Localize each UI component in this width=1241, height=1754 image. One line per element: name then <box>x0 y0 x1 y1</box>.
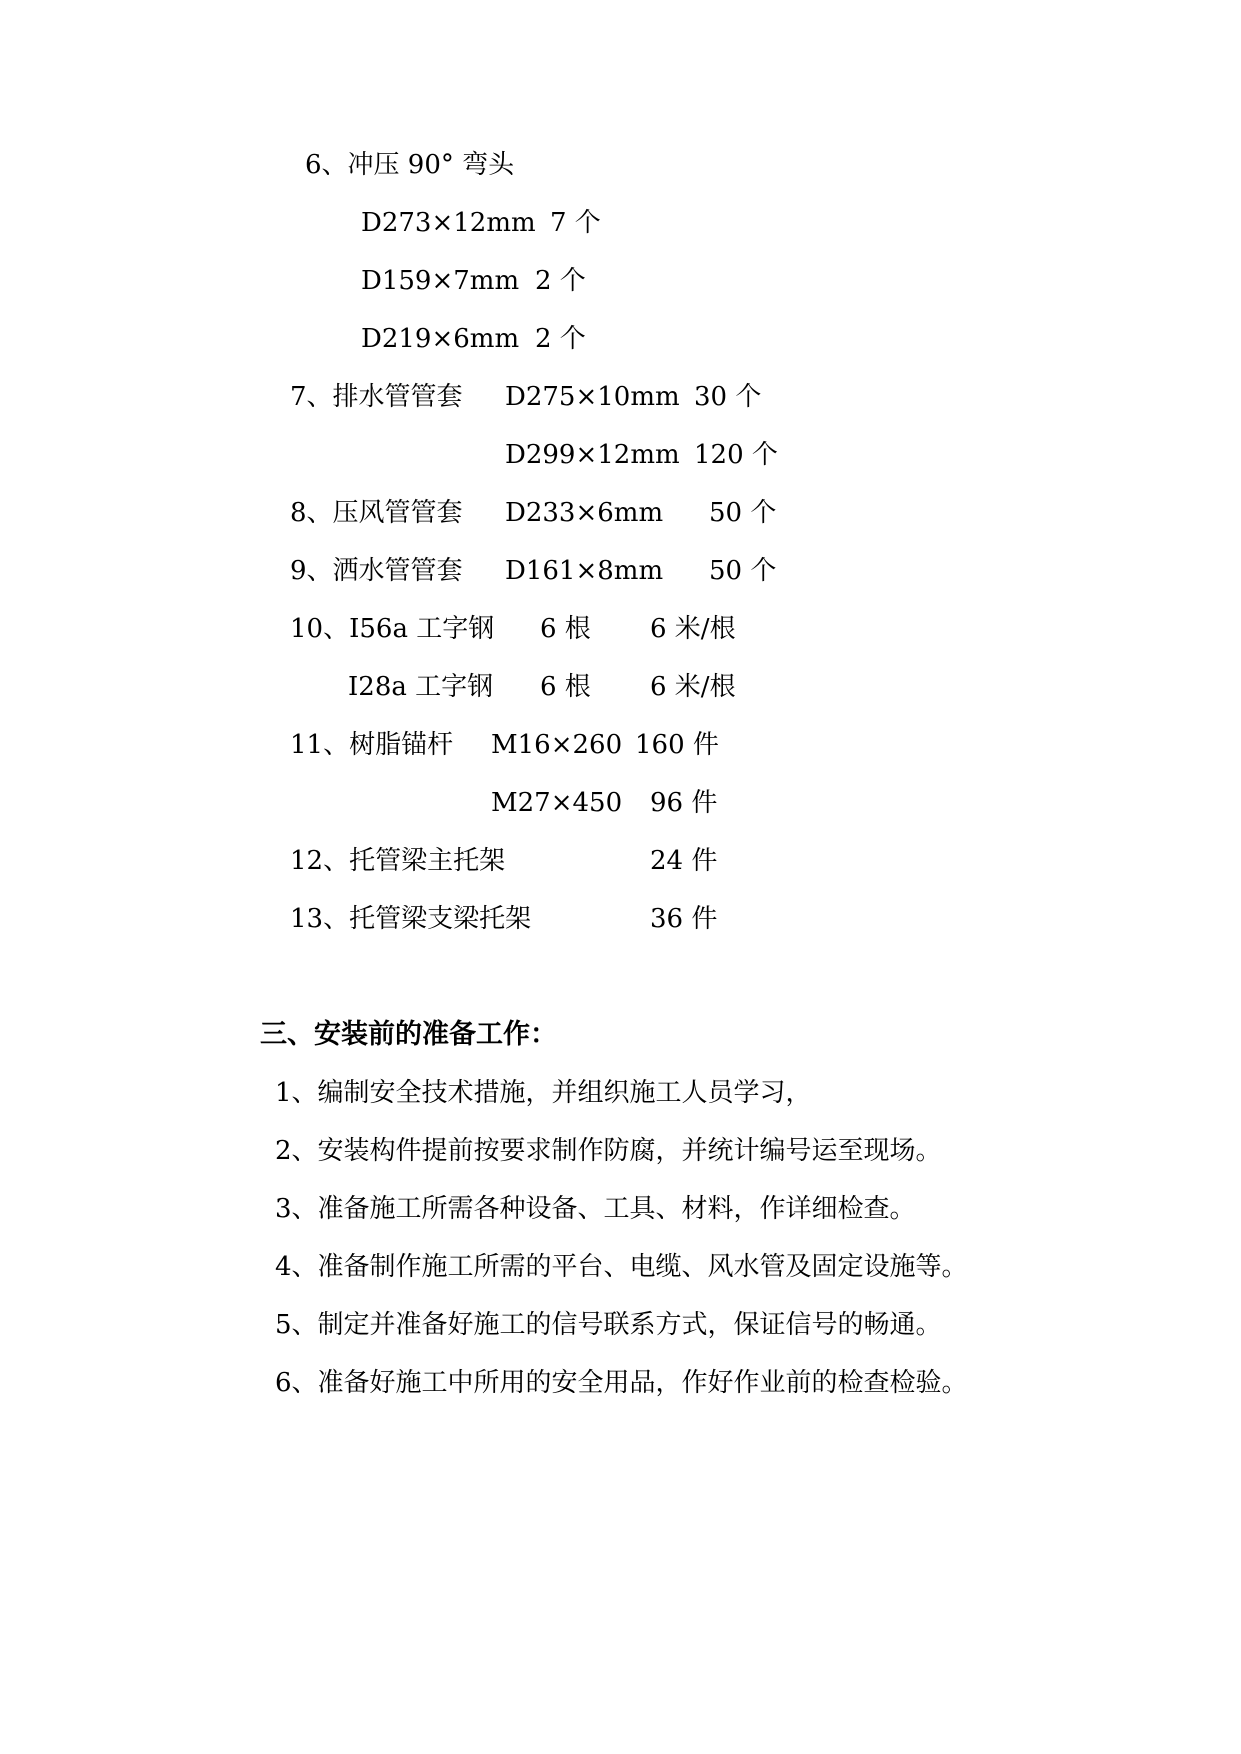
list-item: 2、安装构件提前按要求制作防腐，并统计编号运至现场。 <box>275 1136 942 1166</box>
item-6-qty: 7 个 <box>550 208 601 238</box>
item-7-spec: D275×10mm <box>505 382 680 412</box>
item-11-spec: M27×450 <box>491 788 623 818</box>
item-6-title: 6、冲压 90° 弯头 <box>305 150 515 180</box>
item-11-title: 11、树脂锚杆 <box>290 730 454 760</box>
item-11-qty: 160 件 <box>635 730 719 760</box>
item-6-spec: D273×12mm <box>361 208 536 238</box>
list-item: 3、准备施工所需各种设备、工具、材料，作详细检查。 <box>275 1194 916 1224</box>
list-item: 4、准备制作施工所需的平台、电缆、风水管及固定设施等。 <box>275 1252 968 1282</box>
item-6-qty: 2 个 <box>535 266 586 296</box>
item-10-title: 10、I56a 工字钢 <box>290 614 495 644</box>
item-8-spec: D233×6mm <box>505 498 664 528</box>
item-10-length: 6 米/根 <box>650 614 736 644</box>
item-9-spec: D161×8mm <box>505 556 664 586</box>
item-11-qty: 96 件 <box>650 788 718 818</box>
item-6-qty: 2 个 <box>535 324 586 354</box>
list-item: 6、准备好施工中所用的安全用品，作好作业前的检查检验。 <box>275 1368 968 1398</box>
item-12-qty: 24 件 <box>650 846 718 876</box>
item-13-title: 13、托管梁支梁托架 <box>290 904 532 934</box>
item-10-qty: 6 根 <box>540 614 591 644</box>
item-8-title: 8、压风管管套 <box>290 498 463 528</box>
item-6-spec: D219×6mm <box>361 324 520 354</box>
item-7-title: 7、排水管管套 <box>290 382 463 412</box>
item-11-spec: M16×260 <box>491 730 623 760</box>
item-6-spec: D159×7mm <box>361 266 520 296</box>
item-7-spec: D299×12mm <box>505 440 680 470</box>
item-10-name: I28a 工字钢 <box>348 672 494 702</box>
section-heading: 三、安装前的准备工作： <box>260 1019 557 1050</box>
item-10-length: 6 米/根 <box>650 672 736 702</box>
list-item: 1、编制安全技术措施，并组织施工人员学习， <box>275 1078 812 1108</box>
item-8-qty: 50 个 <box>709 498 777 528</box>
item-9-qty: 50 个 <box>709 556 777 586</box>
list-item: 5、制定并准备好施工的信号联系方式，保证信号的畅通。 <box>275 1310 942 1340</box>
item-7-qty: 120 个 <box>694 440 778 470</box>
item-13-qty: 36 件 <box>650 904 718 934</box>
item-7-qty: 30 个 <box>694 382 762 412</box>
item-10-qty: 6 根 <box>540 672 591 702</box>
item-12-title: 12、托管梁主托架 <box>290 846 506 876</box>
item-9-title: 9、洒水管管套 <box>290 556 463 586</box>
